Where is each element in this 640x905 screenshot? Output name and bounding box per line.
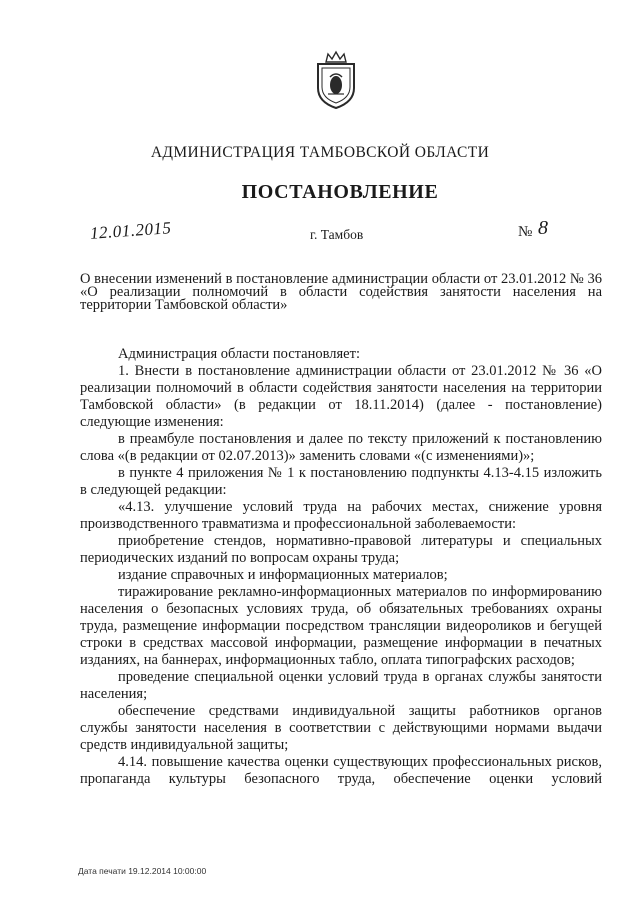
paragraph: тиражирование рекламно-информационных материалов по информированию населения о безопасных условиях труда, об обязательных требованиях охраны труда, размещение информации посредством трансляции видеороликов и бегущей строки в средствах массовой информации, размещение информации в печатных изданиях, на баннерах, информационных табло, оплата типографских расходов; bbox=[80, 584, 602, 668]
paragraph: приобретение стендов, нормативно-правовой литературы и специальных периодических изданий по вопросам охраны труда; bbox=[80, 533, 602, 566]
print-date-footer: Дата печати 19.12.2014 10:00:00 bbox=[78, 866, 207, 876]
handwritten-number: 8 bbox=[538, 217, 548, 239]
paragraph: в преамбуле постановления и далее по тексту приложений к постановлению слова «(в редакции от 02.07.2013)» заменить словами «(с изменениями)»; bbox=[80, 431, 602, 464]
paragraph: проведение специальной оценки условий труда в органах службы занятости населения; bbox=[80, 669, 602, 702]
paragraph: «4.13. улучшение условий труда на рабочих местах, снижение уровня производственного травматизма и профессиональной заболеваемости: bbox=[80, 499, 602, 532]
document-subject: О внесении изменений в постановление администрации области от 23.01.2012 № 36 «О реализации полномочий в области содействия занятости населения на территории Тамбовской области» bbox=[80, 271, 602, 313]
document-type-title: ПОСТАНОВЛЕНИЕ bbox=[241, 181, 439, 203]
administration-name: АДМИНИСТРАЦИЯ ТАМБОВСКОЙ ОБЛАСТИ bbox=[150, 144, 490, 161]
paragraph: обеспечение средствами индивидуальной защиты работников органов службы занятости населения в соответствии с действующими нормами выдачи средств индивидуальной защиты; bbox=[80, 703, 602, 753]
paragraph: издание справочных и информационных материалов; bbox=[118, 567, 448, 583]
number-label: № bbox=[518, 224, 533, 240]
paragraph: в пункте 4 приложения № 1 к постановлению подпункты 4.13-4.15 изложить в следующей редакции: bbox=[80, 465, 602, 498]
coat-of-arms-icon bbox=[314, 50, 358, 110]
handwritten-date: 12.01.2015 bbox=[89, 218, 173, 243]
city-name: г. Тамбов bbox=[310, 227, 364, 242]
paragraph: Администрация области постановляет: bbox=[118, 346, 360, 362]
paragraph: 4.14. повышение качества оценки существующих профессиональных рисков, пропаганда культуры безопасного труда, обеспечение оценки условий bbox=[80, 754, 602, 787]
paragraph: 1. Внести в постановление администрации области от 23.01.2012 № 36 «О реализации полномочий в области содействия занятости населения на территории Тамбовской области» (в редакции от 18.11.2014) (далее - постановление) следующие изменения: bbox=[80, 363, 602, 430]
document-body bbox=[80, 346, 602, 788]
